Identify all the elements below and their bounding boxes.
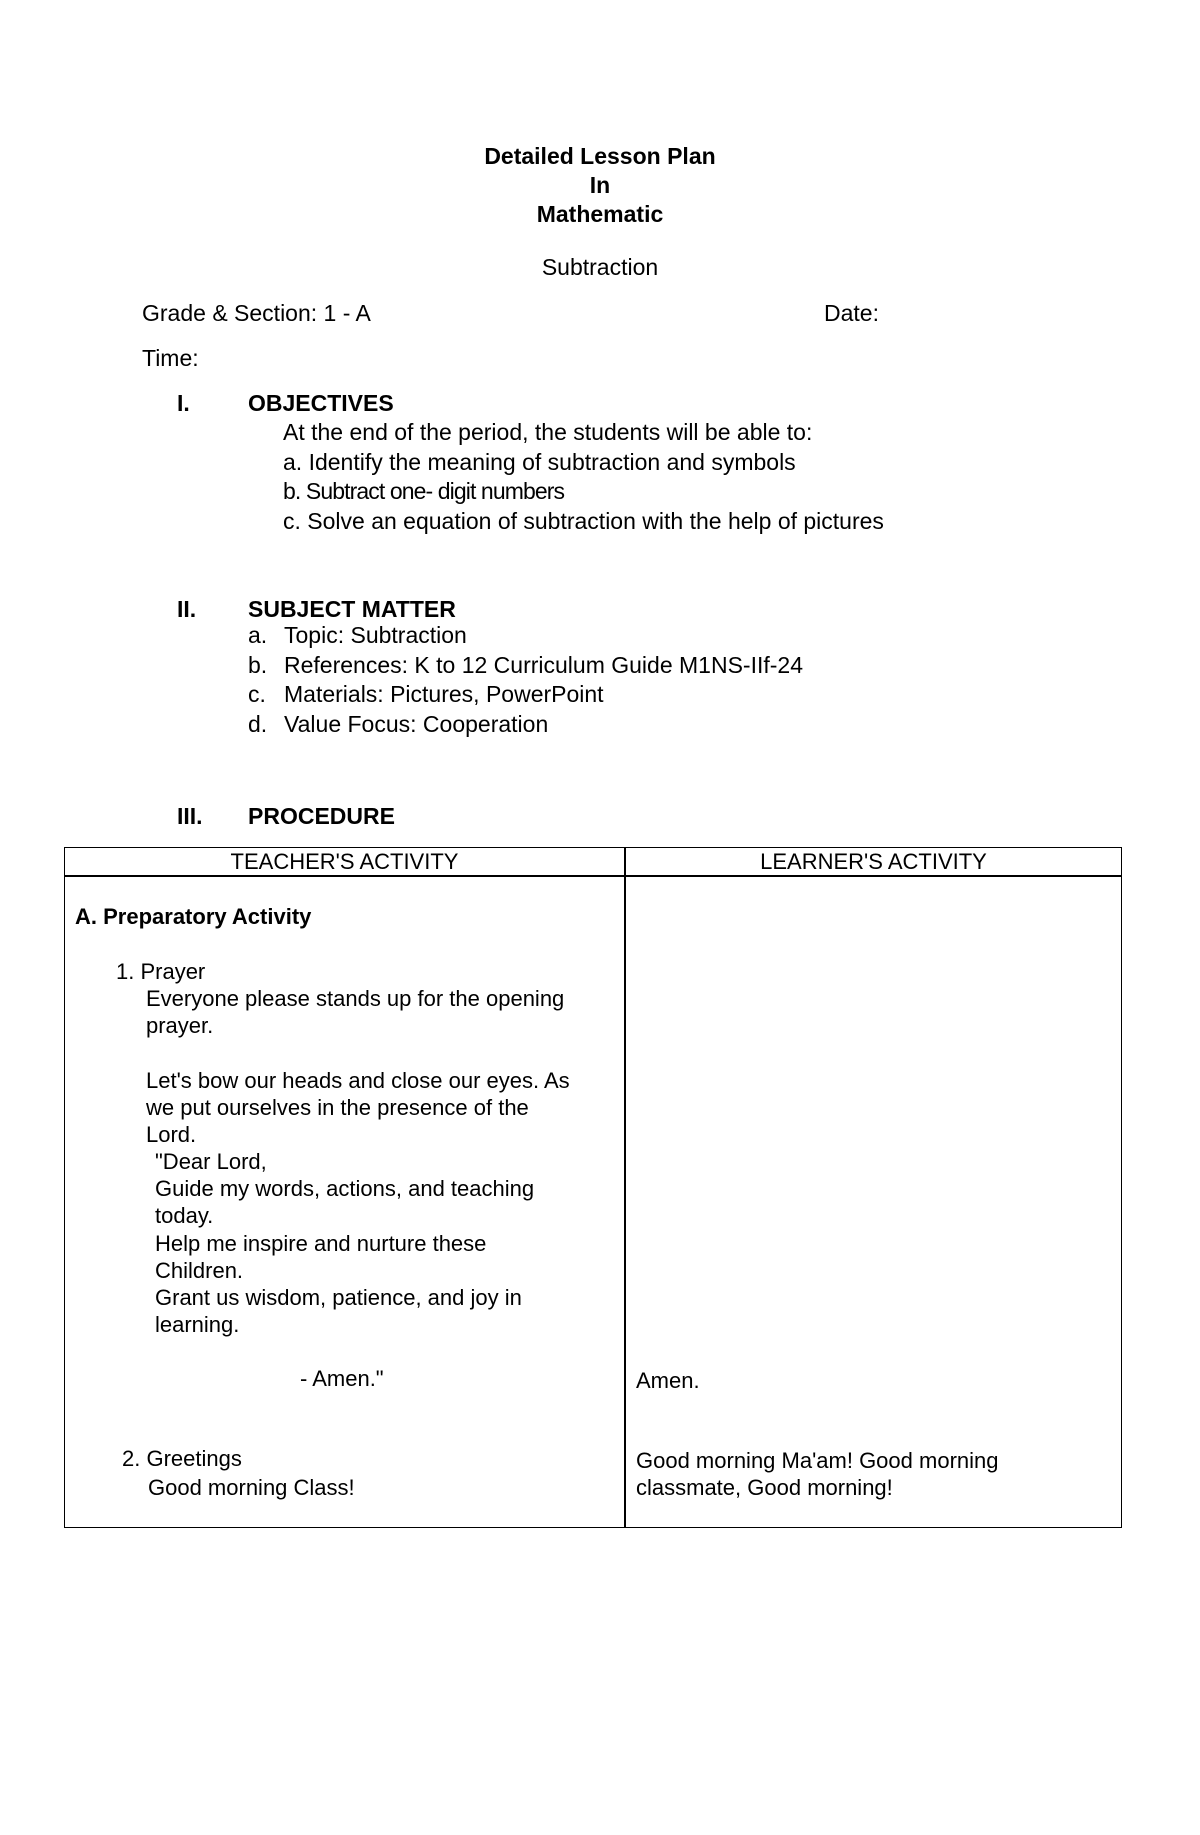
amen-teacher: - Amen." <box>300 1366 384 1391</box>
list-item <box>248 710 803 740</box>
title-line-1: Detailed Lesson Plan <box>484 143 716 169</box>
subject-matter-heading: SUBJECT MATTER <box>248 596 456 622</box>
list-letter: a. <box>248 622 268 648</box>
greetings-label: 2. Greetings <box>122 1446 242 1471</box>
list-item <box>248 621 803 651</box>
prayer-text: "Dear Lord, Guide my words, actions, and teaching today. Help me inspire and nurture these Children. Grant us wisdom, patience, and joy in learning. <box>155 1149 535 1338</box>
document-title <box>0 142 1200 229</box>
list-item <box>248 680 803 710</box>
procedure-table <box>64 847 1122 1528</box>
list-item <box>248 651 803 681</box>
procedure-heading: PROCEDURE <box>248 803 395 829</box>
prayer-bow: Let's bow our heads and close our eyes. As we put ourselves in the presence of the Lord. <box>146 1068 570 1148</box>
preparatory-heading: A. Preparatory Activity <box>75 904 312 929</box>
greetings-teacher: Good morning Class! <box>148 1475 355 1500</box>
greetings-learner: Good morning Ma'am! Good morning classmate, Good morning! <box>636 1448 999 1501</box>
grade-section: Grade & Section: 1 - A <box>142 300 371 326</box>
list-text: References: K to 12 Curriculum Guide M1NS-IIf-24 <box>284 651 803 678</box>
time-label: Time: <box>142 345 199 371</box>
prayer-intro: Everyone please stands up for the opening prayer. <box>146 986 565 1039</box>
procedure-number: III. <box>177 803 203 829</box>
list-text: Value Focus: Cooperation <box>284 710 549 737</box>
amen-learner: Amen. <box>636 1368 700 1393</box>
list-letter: b. <box>248 651 268 678</box>
teacher-column-header: TEACHER'S ACTIVITY <box>230 849 459 874</box>
objective-item-c: c. Solve an equation of subtraction with the help of pictures <box>283 507 884 534</box>
lesson-topic: Subtraction <box>541 254 659 280</box>
objective-item-b: b. Subtract one- digit numbers <box>283 478 565 504</box>
list-text: Materials: Pictures, PowerPoint <box>284 681 604 707</box>
date-label: Date: <box>824 300 879 326</box>
list-letter: d. <box>248 710 268 737</box>
subject-matter-number: II. <box>177 596 197 622</box>
list-text: Topic: Subtraction <box>284 622 467 648</box>
objectives-heading: OBJECTIVES <box>248 390 394 416</box>
objectives-number: I. <box>177 390 190 416</box>
list-letter: c. <box>248 681 266 707</box>
objectives-intro: At the end of the period, the students will be able to: <box>283 419 813 445</box>
objective-item-a: a. Identify the meaning of subtraction and symbols <box>283 448 796 475</box>
header-divider <box>65 875 1121 877</box>
column-divider <box>624 848 626 1527</box>
subject-matter-list <box>248 621 803 739</box>
prayer-label: 1. Prayer <box>116 959 206 984</box>
title-line-3: Mathematic <box>536 201 664 227</box>
title-line-2: In <box>589 172 611 198</box>
learner-column-header: LEARNER'S ACTIVITY <box>760 849 987 874</box>
